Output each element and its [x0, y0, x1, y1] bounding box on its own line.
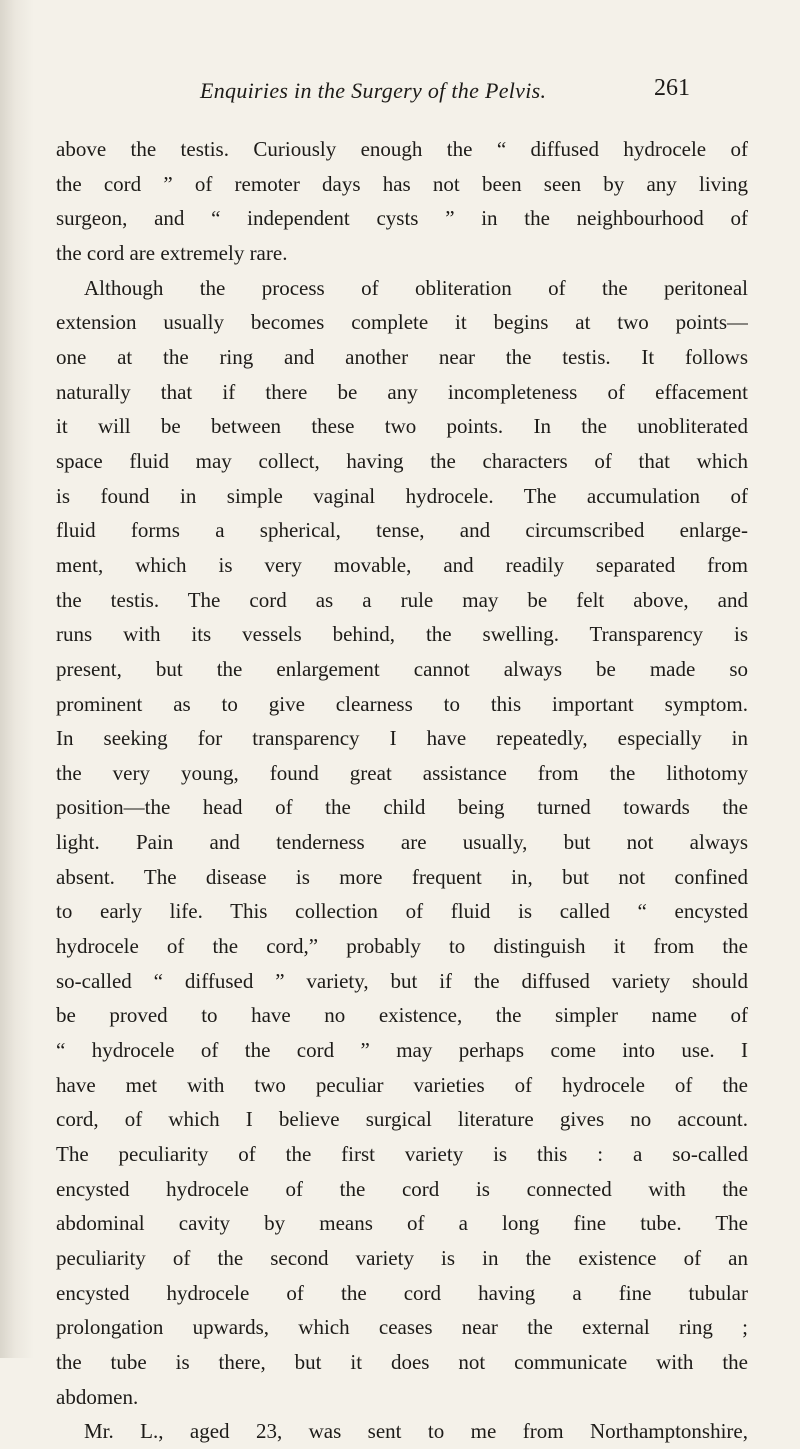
text-line: prolongation upwards, which ceases near the external ring ; [56, 1315, 748, 1340]
text-line: Although the process of obliteration of the peritoneal [84, 275, 748, 300]
text-line: peculiarity of the second variety is in the existence of an [56, 1246, 748, 1270]
text-line: “ hydrocele of the cord ” may perhaps come into use. I [56, 1038, 748, 1063]
text-line: fluid forms a spherical, tense, and circumscribed enlarge- [56, 518, 748, 543]
text-line: prominent as to give clearness to this important symptom. [56, 691, 748, 716]
text-line: have met with two peculiar varieties of hydrocele of the [56, 1072, 748, 1097]
text-line: the tube is there, but it does not communicate with the [56, 1349, 748, 1374]
text-line: abdominal cavity by means of a long fine tube. The [56, 1211, 748, 1236]
text-line: present, but the enlargement cannot always be made so [56, 656, 748, 681]
text-line: abdomen. [56, 1384, 139, 1409]
text-line: extension usually becomes complete it begins at two points— [56, 310, 748, 335]
text-line: to early life. This collection of fluid is called “ encysted [56, 899, 748, 924]
text-line: space fluid may collect, having the characters of that which [56, 448, 748, 473]
text-line: so-called “ diffused ” variety, but if the diffused variety should [56, 968, 748, 993]
text-line: the cord ” of remoter days has not been seen by any living [56, 171, 748, 196]
text-line: naturally that if there be any incompleteness of effacement [56, 379, 748, 404]
text-line: The peculiarity of the first variety is this : a so-called [56, 1142, 748, 1167]
text-line: Mr. L., aged 23, was sent to me from Northamptonshire, [84, 1419, 748, 1444]
text-line: position—the head of the child being turned towards the [56, 795, 748, 820]
text-line: the cord are extremely rare. [56, 240, 288, 265]
text-line: cord, of which I believe surgical literature gives no account. [56, 1107, 748, 1132]
page-number: 261 [654, 75, 690, 101]
text-line: it will be between these two points. In the unobliterated [56, 414, 748, 439]
text-line: ment, which is very movable, and readily separated from [56, 552, 748, 577]
text-line: be proved to have no existence, the simpler name of [56, 1003, 748, 1028]
text-line: encysted hydrocele of the cord is connected with the [56, 1176, 748, 1201]
running-title: Enquiries in the Surgery of the Pelvis. [200, 78, 547, 103]
text-line: the testis. The cord as a rule may be felt above, and [56, 587, 748, 612]
text-line: above the testis. Curiously enough the “ diffused hydrocele of [56, 137, 748, 161]
text-line: the very young, found great assistance from the lithotomy [56, 760, 748, 785]
text-line: hydrocele of the cord,” probably to distinguish it from the [56, 934, 748, 959]
text-line: runs with its vessels behind, the swelling. Transparency is [56, 622, 748, 647]
page-gutter-shadow [0, 0, 34, 1358]
text-line: is found in simple vaginal hydrocele. The accumulation of [56, 483, 748, 508]
text-line: In seeking for transparency I have repeatedly, especially in [56, 726, 748, 751]
text-line: encysted hydrocele of the cord having a fine tubular [56, 1280, 748, 1305]
text-line: light. Pain and tenderness are usually, but not always [56, 830, 748, 855]
text-line: one at the ring and another near the testis. It follows [56, 344, 748, 369]
body-text [56, 132, 748, 1449]
text-line: surgeon, and “ independent cysts ” in the neighbourhood of [56, 206, 748, 231]
text-line: absent. The disease is more frequent in, but not confined [56, 864, 748, 889]
